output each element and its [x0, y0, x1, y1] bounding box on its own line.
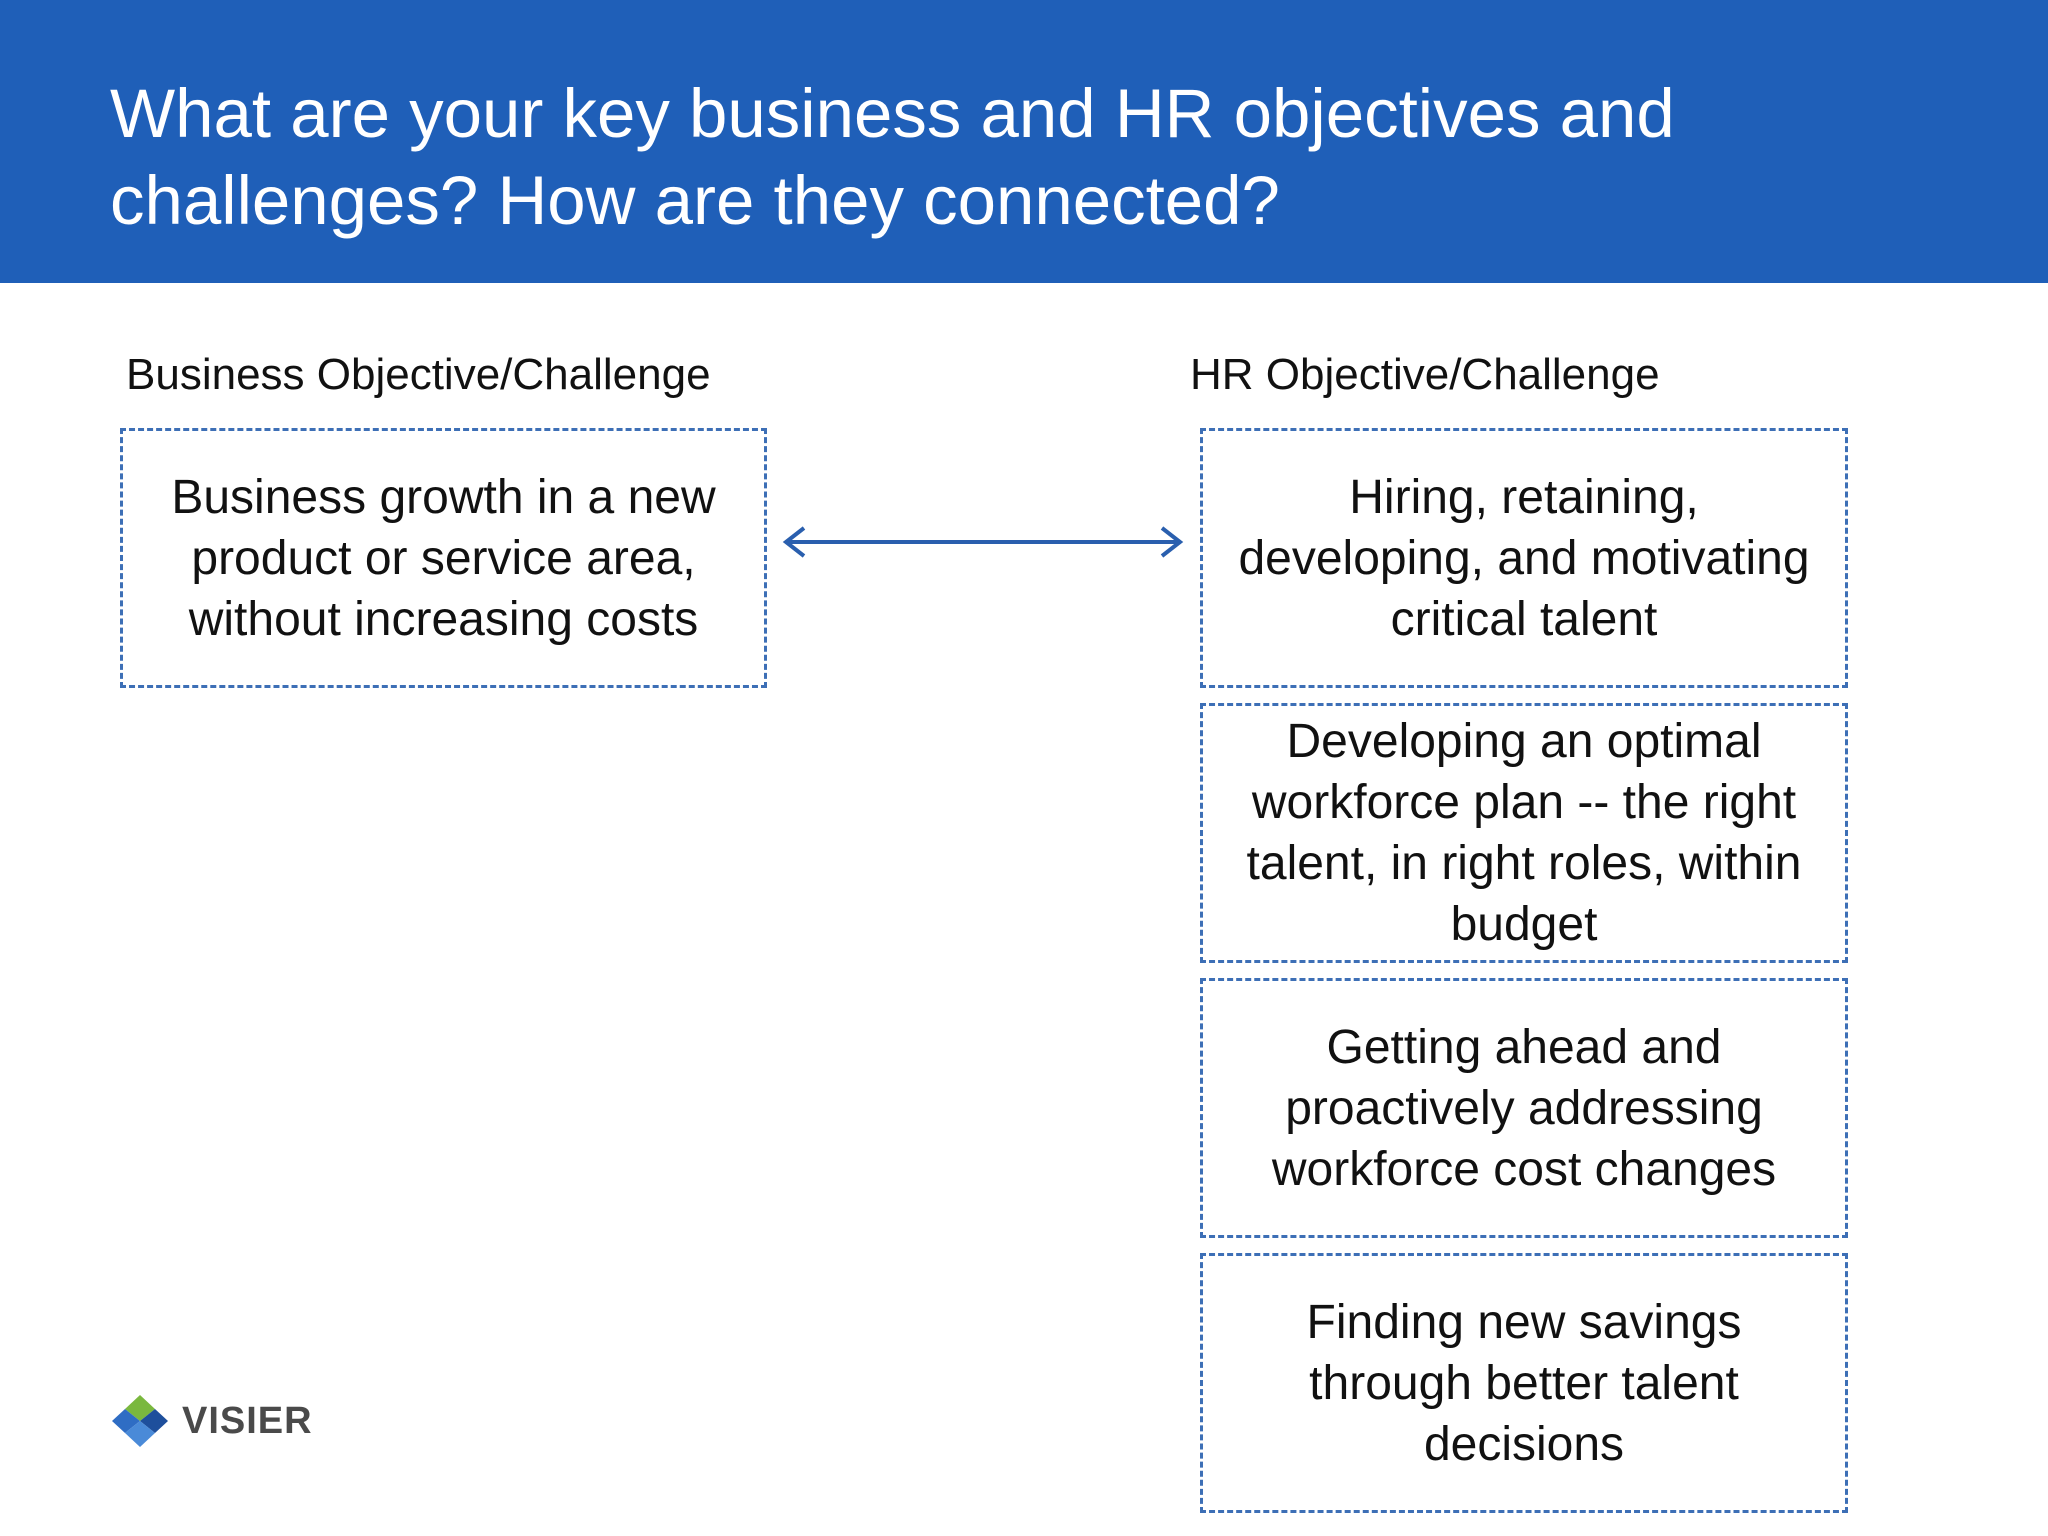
business-column-label: Business Objective/Challenge — [126, 350, 711, 399]
hr-column-label: HR Objective/Challenge — [1190, 350, 1660, 399]
business-objective-text: Business growth in a new product or service area, without increasing costs — [171, 470, 716, 646]
hr-objective-text: Getting ahead and proactively addressing workforce cost changes — [1271, 1020, 1777, 1196]
hr-objective-box-workforce-plan — [1200, 703, 1848, 963]
hr-objective-text: Developing an optimal workforce plan -- the right talent, in right roles, within budget — [1246, 715, 1802, 951]
bidirectional-arrow-icon — [778, 520, 1188, 564]
visier-logo — [110, 1393, 313, 1449]
hr-objective-text: Hiring, retaining, developing, and motivating critical talent — [1238, 470, 1810, 646]
hr-objective-box-savings — [1200, 1253, 1848, 1513]
visier-logo-icon — [110, 1393, 170, 1449]
hr-objective-box-cost-changes — [1200, 978, 1848, 1238]
hr-objective-box-hiring — [1200, 428, 1848, 688]
business-objective-box — [120, 428, 767, 688]
hr-objective-text: Finding new savings through better talent decisions — [1306, 1295, 1742, 1471]
slide-title: What are your key business and HR objectives and challenges? How are they connected? — [110, 75, 1675, 239]
title-banner — [0, 0, 2048, 283]
logo-wordmark: VISIER — [182, 1399, 313, 1442]
